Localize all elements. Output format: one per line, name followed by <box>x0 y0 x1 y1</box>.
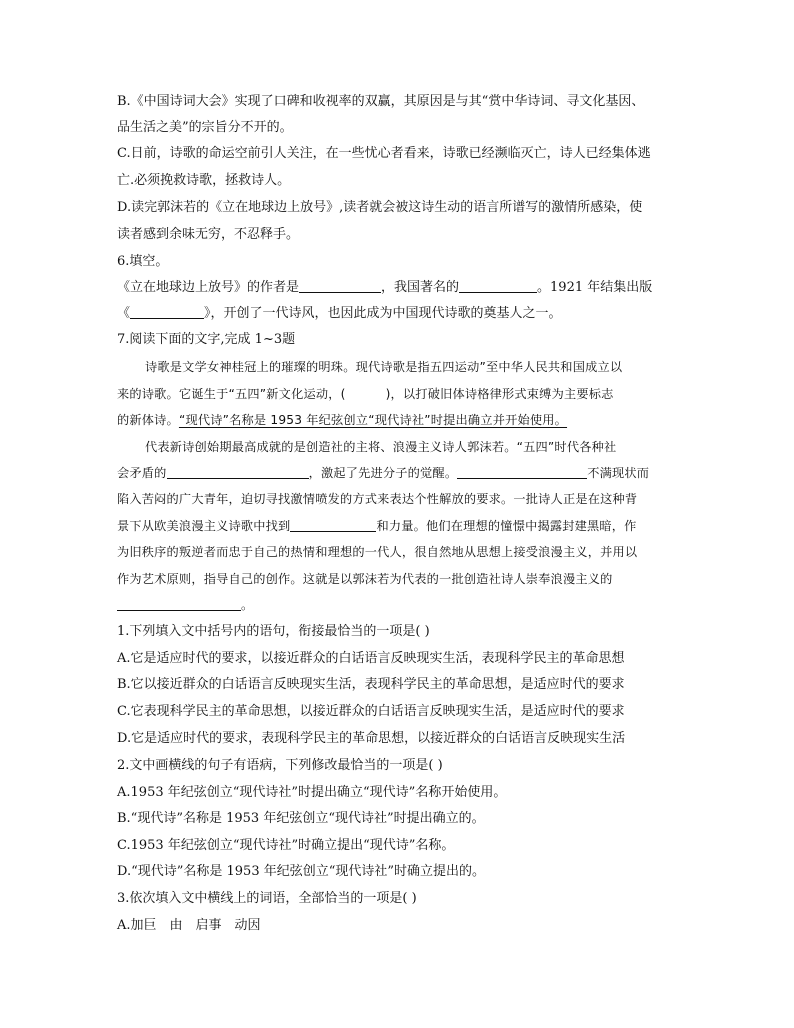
q6-blank-author <box>299 279 381 293</box>
q6-text-a: 《立在地球边上放号》的作者是 <box>117 280 300 295</box>
passage-text: 。 <box>241 598 254 612</box>
passage-p2-line6: 作为艺术原则，指导自己的创作。这就是以郭沫若为代表的一批创造社诗人崇奉浪漫主义的 <box>117 572 613 586</box>
q5-option-b-line2: 品生活之美”的宗旨分不开的。 <box>117 120 293 135</box>
passage-text: ，激起了先进分子的觉醒。 <box>308 466 458 480</box>
passage-text: 的新体诗。 <box>117 413 179 427</box>
passage-p1-line2 <box>117 385 614 403</box>
q6-blank-title <box>459 279 537 293</box>
sub2-option-d: D.“现代诗”名称是 1953 年纪弦创立“现代诗社”时确立提出的。 <box>117 864 486 879</box>
passage-blank-4 <box>117 597 241 611</box>
passage-p1-line3 <box>117 411 567 429</box>
passage-p2-line2 <box>117 464 649 482</box>
q5-option-c-line1: C.日前，诗歌的命运空前引人关注，在一些忧心者看来，诗歌已经濒临灭亡，诗人已经集体逃 <box>117 146 651 161</box>
q7-title: 7.阅读下面的文字,完成 1~3题 <box>117 332 296 347</box>
sub2-option-b: B.“现代诗”名称是 1953 年纪弦创立“现代诗社”时提出确立的。 <box>117 811 485 826</box>
passage-p1-line1: 诗歌是文学女神桂冠上的璀璨的明珠。现代诗歌是指五四运动”至中华人民共和国成立以 <box>145 360 623 374</box>
passage-blank-3 <box>290 518 376 532</box>
q6-line2 <box>117 305 562 323</box>
sub2-stem: 2.文中画横线的句子有语病，下列修改最恰当的一项是( ) <box>117 758 443 773</box>
passage-text: 来的诗歌。它诞生于“五四”新文化运动，( <box>117 387 346 401</box>
passage-blank-2 <box>457 465 587 479</box>
passage-text: )，以打破旧体诗格律形式束缚为主要标志 <box>385 387 614 401</box>
q6-line1 <box>117 279 652 297</box>
passage-text: 不满现状而 <box>587 466 650 480</box>
q6-text-b: ，我国著名的 <box>381 280 460 295</box>
passage-text: 和力量。他们在理想的憧憬中揭露封建黑暗，作 <box>376 519 637 533</box>
q5-option-d-line2: 读者感到余味无穷，不忍释手。 <box>117 227 300 242</box>
sub2-option-a: A.1953 年纪弦创立“现代诗社”时提出确立“现代诗”名称开始使用。 <box>117 785 507 800</box>
q5-option-c-line2: 亡.必须挽救诗歌，拯救诗人。 <box>117 173 291 188</box>
sub3-option-a: A.加巨 由 启事 动因 <box>117 918 261 933</box>
passage-p2-line7 <box>117 596 253 614</box>
passage-p2-line5: 为旧秩序的叛逆者而忠于自己的热情和理想的一代人，很自然地从思想上接受浪漫主义，并用以 <box>117 545 638 559</box>
passage-p2-line3: 陷入苦闷的广大青年，迫切寻找激情喷发的方式来表达个性解放的要求。一批诗人正是在这种背 <box>117 492 638 506</box>
passage-text: 景下从欧美浪漫主义诗歌中找到 <box>117 519 291 533</box>
passage-p2-line1: 代表新诗创始期最高成就的是创造社的主将、浪漫主义诗人郭沫若。“五四”时代各种社 <box>145 440 617 454</box>
sub1-stem: 1.下列填入文中括号内的语句，衔接最恰当的一项是( ) <box>117 624 430 639</box>
q6-text-d: 《 <box>117 306 131 321</box>
passage-text: 会矛盾的 <box>117 466 167 480</box>
q6-title: 6.填空。 <box>117 254 169 269</box>
sub2-option-c: C.1953 年纪弦创立“现代诗社”时确立提出“现代诗”名称。 <box>117 838 455 853</box>
sub1-option-d: D.它是适应时代的要求，表现科学民主的革命思想，以接近群众的白话语言反映现实生活 <box>117 731 626 746</box>
q6-text-c: 。1921 年结集出版 <box>537 280 653 295</box>
sub3-stem: 3.依次填入文中横线上的词语，全部恰当的一项是( ) <box>117 891 417 906</box>
q5-option-d-line1: D.读完郭沫若的《立在地球边上放号》,读者就会被这诗生动的语言所谱写的激情所感染，使 <box>117 200 643 215</box>
sub1-option-c: C.它表现科学民主的革命思想，以接近群众的白话语言反映现实生活，是适应时代的要求 <box>117 704 625 719</box>
sub1-option-b: B.它以接近群众的白话语言反映现实生活，表现科学民主的革命思想，是适应时代的要求 <box>117 677 625 692</box>
q6-text-e: 》，开创了一代诗风，也因此成为中国现代诗歌的奠基人之一。 <box>204 306 562 321</box>
passage-p2-line4 <box>117 517 637 535</box>
passage-blank-1 <box>167 465 309 479</box>
q6-blank-collection <box>130 305 204 319</box>
sub1-option-a: A.它是适应时代的要求，以接近群众的白话语言反映现实生活，表现科学民主的革命思想 <box>117 651 625 666</box>
underlined-sentence: “现代诗”名称是 1953 年纪弦创立“现代诗社”时提出确立并开始使用。 <box>178 413 568 427</box>
q5-option-b-line1: B.《中国诗词大会》实现了口碑和收视率的双赢，其原因是与其“赏中华诗词、寻文化基因、 <box>117 94 645 109</box>
